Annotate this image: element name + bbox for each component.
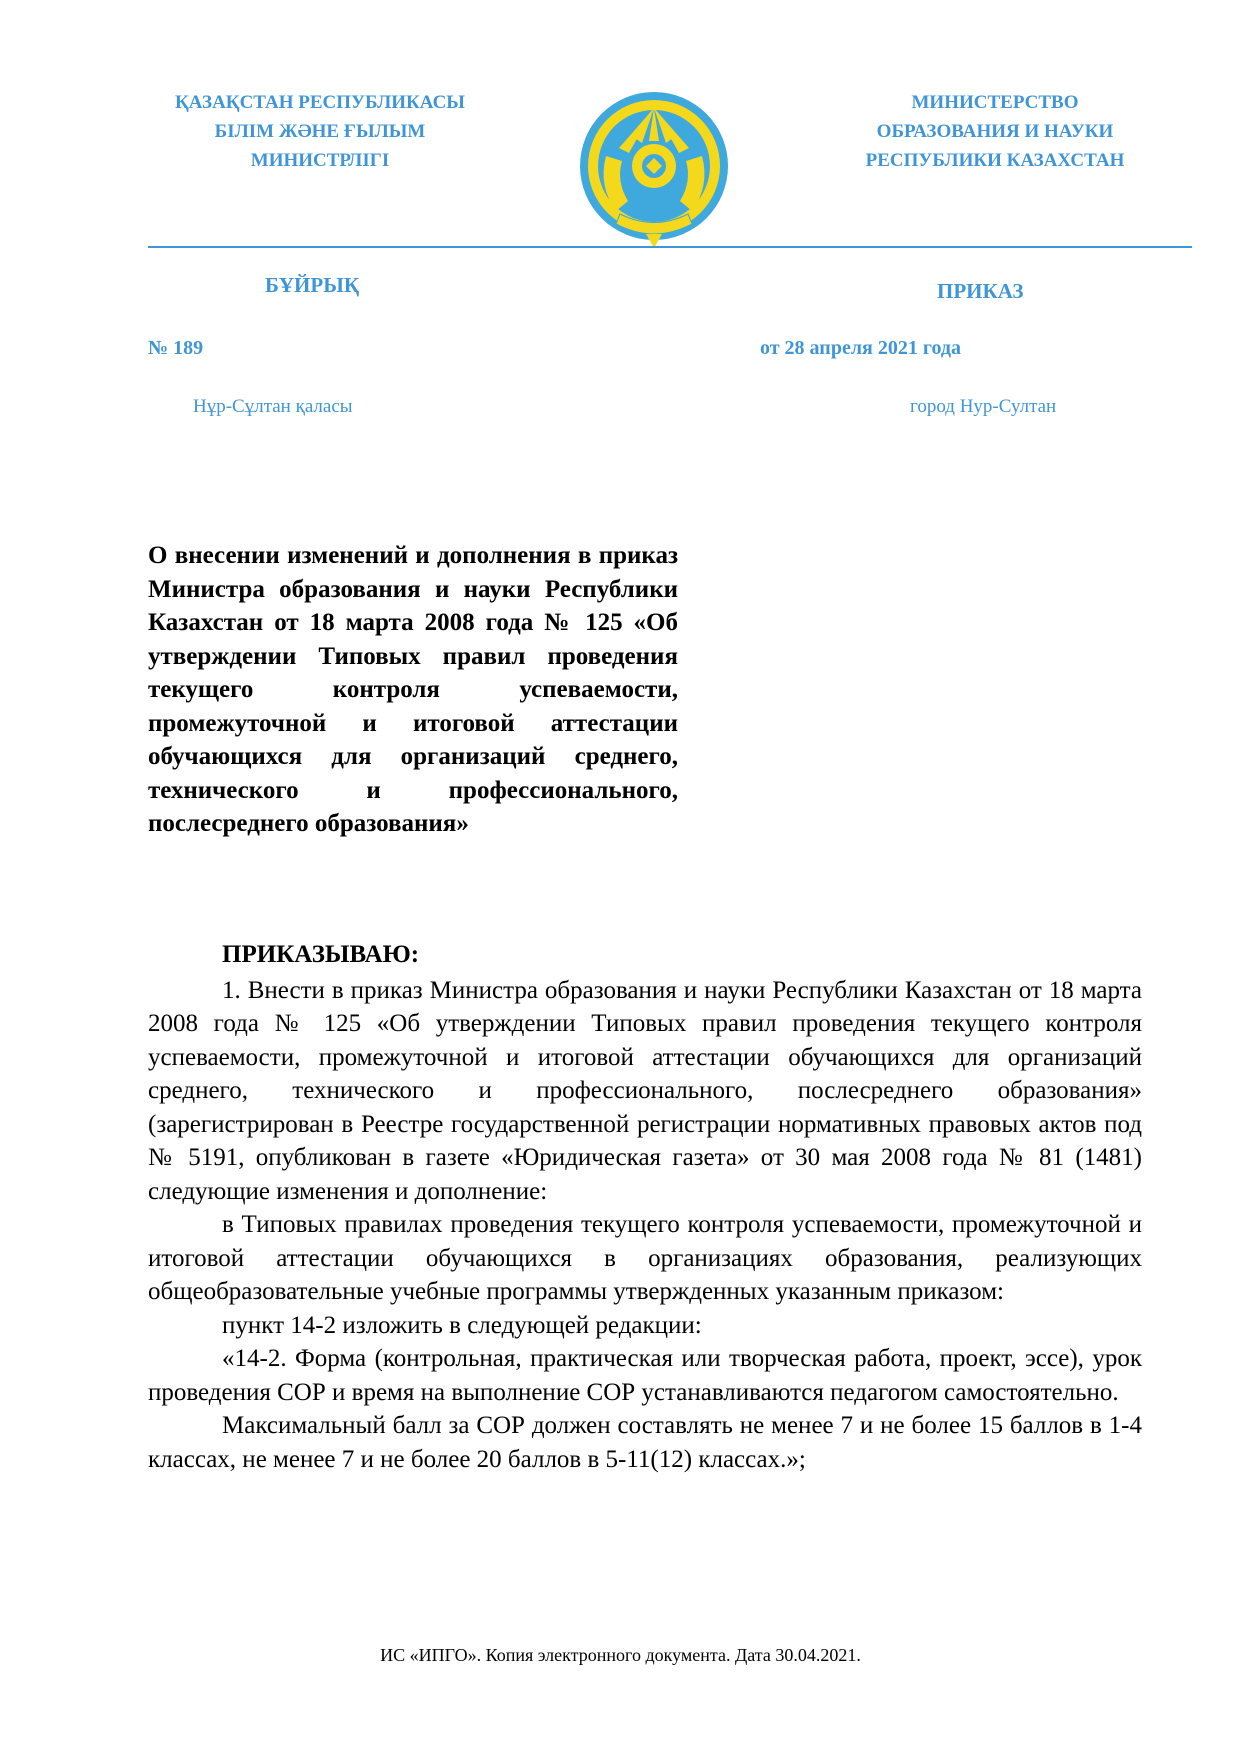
doc-type-ru: ПРИКАЗ xyxy=(937,279,1024,303)
ministry-ru-line: МИНИСТЕРСТВО xyxy=(911,92,1079,113)
ministry-name-kz xyxy=(130,88,510,175)
ministry-name-ru xyxy=(795,88,1195,175)
order-body xyxy=(148,938,1142,1476)
order-subject: О внесении изменений и дополнения в приказ Министра образования и науки Республики Казахстан от 18 марта 2008 года № 125 «Об утверждении Типовых правил проведения текущего контроля успеваемости, промежуточной и итоговой аттестации обучающихся для организаций среднего, технического и профессионального, послесреднего образования» xyxy=(148,542,678,837)
body-paragraph: 1. Внести в приказ Министра образования и науки Республики Казахстан от 18 марта 2008 года № 125 «Об утверждении Типовых правил проведения текущего контроля успеваемости, промежуточной и итоговой аттестации обучающихся для организаций среднего, технического и профессионального, послесреднего образования» (зарегистрирован в Реестре государственной регистрации нормативных правовых актов под № 5191, опубликован в газете «Юридическая газета» от 30 мая 2008 года № 81 (1481) следующие изменения и дополнение: xyxy=(148,976,1142,1205)
state-emblem-icon xyxy=(576,86,732,251)
footer-note: ИС «ИПГО». Копия электронного документа. Дата 30.04.2021. xyxy=(380,1645,861,1665)
ministry-ru-line: РЕСПУБЛИКИ КАЗАХСТАН xyxy=(865,150,1125,171)
body-paragraph: Максимальный балл за СОР должен составлять не менее 7 и не более 15 баллов в 1-4 классах, не менее 7 и не более 20 баллов в 5-11(12) классах.»; xyxy=(148,1412,1142,1473)
header-divider xyxy=(148,246,1192,248)
doc-type-kz: БҰЙРЫҚ xyxy=(265,273,360,297)
city-kz: Нұр-Сұлтан қаласы xyxy=(193,396,353,417)
order-number: № 189 xyxy=(148,337,204,359)
body-paragraph: «14-2. Форма (контрольная, практическая или творческая работа, проект, эссе), урок проведения СОР и время на выполнение СОР устанавливаются педагогом самостоятельно. xyxy=(148,1345,1142,1406)
city-ru: город Нур-Султан xyxy=(910,396,1057,417)
body-paragraph: пункт 14-2 изложить в следующей редакции: xyxy=(222,1311,702,1339)
body-paragraph: в Типовых правилах проведения текущего контроля успеваемости, промежуточной и итоговой аттестации обучающихся в организациях образования, реализующих общеобразовательные учебные программы утвержденных указанным приказом: xyxy=(148,1211,1142,1305)
ministry-ru-line: ОБРАЗОВАНИЯ И НАУКИ xyxy=(876,121,1114,142)
order-directive: ПРИКАЗЫВАЮ: xyxy=(222,941,420,968)
ministry-kz-line: ҚАЗАҚСТАН РЕСПУБЛИКАСЫ xyxy=(175,92,465,113)
order-date: от 28 апреля 2021 года xyxy=(760,337,961,359)
ministry-kz-line: МИНИСТРЛІГІ xyxy=(250,150,390,171)
ministry-kz-line: БІЛІМ ЖӘНЕ ҒЫЛЫМ xyxy=(214,121,426,142)
